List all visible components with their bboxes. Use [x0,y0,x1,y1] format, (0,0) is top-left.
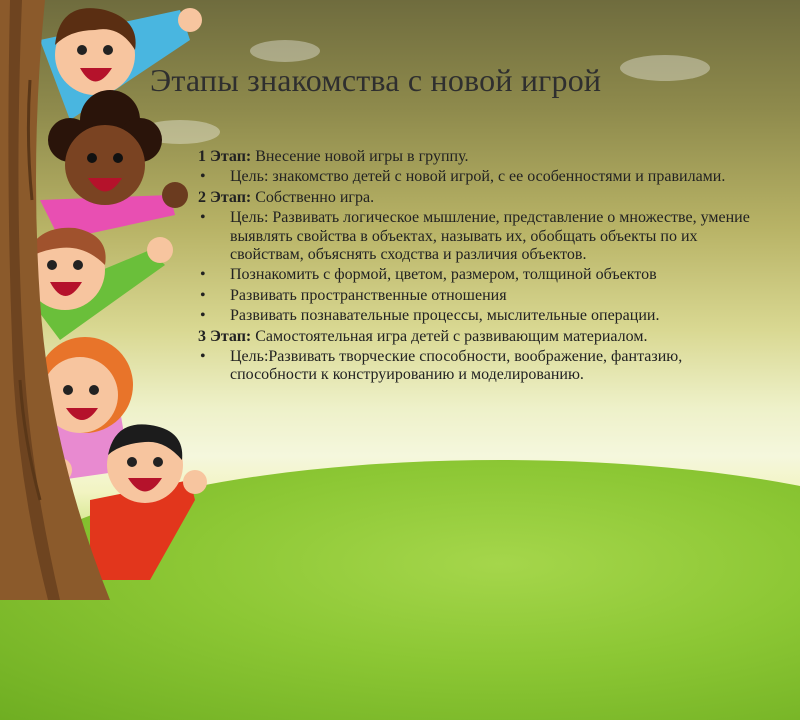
list-item: • Развивать познавательные процессы, мыслительные операции. [198,307,766,325]
list-item: • Цель: Развивать логическое мышление, представление о множестве, умение выявлять свойства в объектах, называть их, обобщать объекты по их свойствам, объяснять сходства и различия объектов. [198,209,766,264]
stage-3-heading [198,328,766,346]
cloud-decoration [250,40,320,62]
stage-text: Внесение новой игры в группу. [251,148,469,165]
list-item: • Цель:Развивать творческие способности, воображение, фантазию, способности к конструированию и моделированию. [198,348,766,385]
list-item: • Развивать пространственные отношения [198,287,766,305]
stage-label: 1 Этап: [198,148,252,165]
stage-2-heading [198,189,766,207]
stage-text: Самостоятельная игра детей с развивающим материалом. [251,327,648,345]
stage-3-bullets [198,348,766,385]
stage-1-heading [198,148,766,166]
list-item: • Цель: знакомство детей с новой игрой, с ее особенностями и правилами. [198,168,766,186]
stage-2-bullets [198,209,766,325]
list-item: • Познакомить с формой, цветом, размером, толщиной объектов [198,266,766,284]
page-title: Этапы знакомства с новой игрой [150,62,602,98]
stage-text: Собственно игра. [251,188,375,206]
stage-1-bullets [198,168,766,186]
stage-label: 3 Этап: [198,327,252,345]
tree-trunk-illustration [0,0,110,600]
slide-content [198,148,766,387]
stage-label: 2 Этап: [198,188,252,206]
